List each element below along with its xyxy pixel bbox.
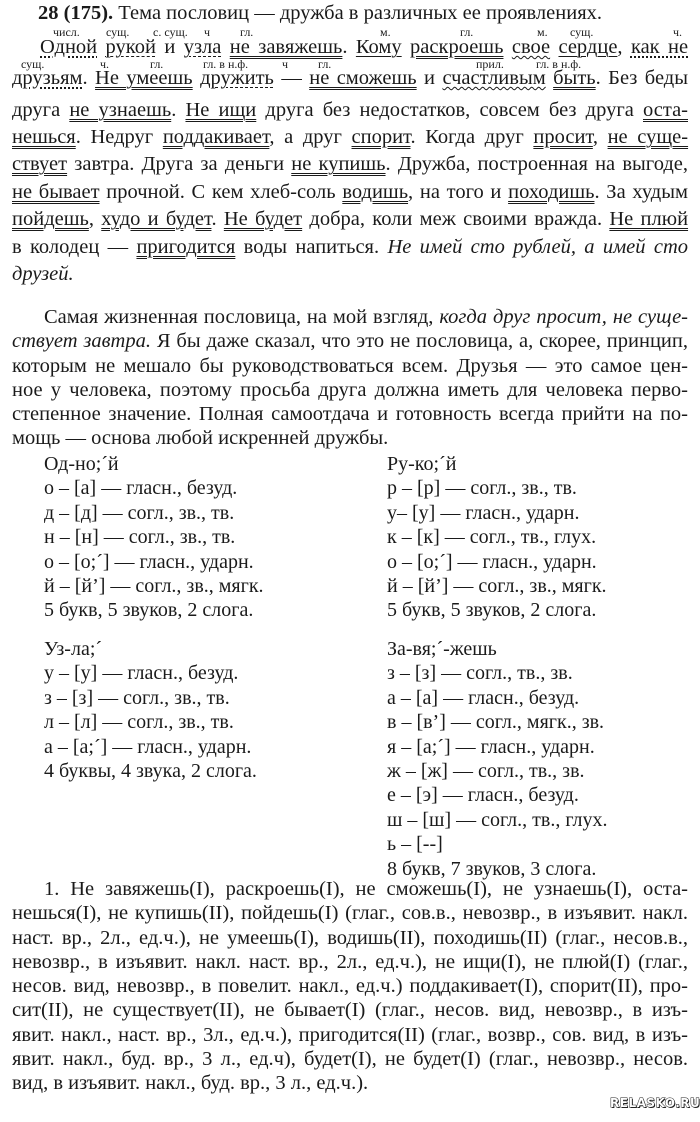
proverb-line-9 — [12, 262, 688, 286]
predicate: просит — [533, 126, 593, 148]
proverb-line-4 — [12, 125, 688, 149]
annotation: гл. в н.ф. — [536, 57, 582, 71]
text: завтра. Друга за деньги — [74, 153, 285, 175]
analysis-line: 1. Не завяжешь(I), раскроешь(I), не сможешь(I), не узнаешь(I), оста- — [44, 878, 688, 900]
predicate: не купишь — [291, 153, 386, 175]
word-svoe: свое — [511, 36, 551, 58]
exercise-number: 28 (175). — [38, 2, 114, 24]
phonetic-line: о – [о;´] — гласн., ударн. — [44, 550, 254, 573]
predicate: пойдешь — [12, 208, 89, 230]
text: воды напиться. — [243, 236, 380, 258]
text: друга без недостатков, совсем без друга — [265, 99, 634, 121]
annotation: ч. — [100, 57, 110, 71]
text: добра, коли меж своими вражда. — [309, 208, 603, 230]
predicate: походишь — [508, 181, 595, 203]
analysis-line: невозвр., в изъявит. накл. наст. вр., 2л., ед.ч.), не ищи(I), не плюй(I) (глаг., — [12, 950, 688, 973]
essay-line: которым не мешало бы руководствоваться всем. Друзья — это самое цен- — [12, 354, 688, 377]
essay-line: степенное значение. Полная самоотдача и готовность всегда прийти на по- — [12, 403, 688, 426]
text: . Когда друг — [410, 126, 524, 148]
word-schastlivym: счастливым — [442, 67, 546, 89]
annotation: гл. — [240, 25, 254, 39]
phonetic-line: а – [а;´] — гласн., ударн. — [44, 735, 252, 758]
proverb-line-7 — [12, 207, 688, 231]
italic-quote: когда друг просит, не суще- — [439, 306, 689, 328]
analysis-line: явит. накл., наст. вр., 3л., ед.ч.), пригодится(II) (глаг., возвр., сов. вид, в изъ- — [12, 1023, 688, 1046]
predicate: водишь — [342, 181, 409, 203]
predicate: не бывает — [12, 181, 100, 203]
annotation: прил. — [476, 57, 504, 71]
annotation: числ. — [53, 25, 80, 39]
phonetic-line: 5 букв, 5 звуков, 2 слога. — [387, 599, 597, 622]
punct: . — [211, 208, 217, 230]
predicate: ствует — [12, 153, 68, 175]
predicate: не сможешь — [309, 67, 417, 89]
italic-quote: ствует завтра. — [12, 330, 151, 353]
text: . За худым — [594, 181, 688, 203]
phonetic-line: з – [з] — согл., зв., тв. — [44, 686, 230, 709]
punct: . — [171, 99, 177, 121]
phonetic-line: о – [о;´] — гласн., ударн. — [387, 550, 597, 573]
annotation: ч — [282, 57, 289, 71]
predicate: нешься — [12, 126, 76, 148]
analysis-line: сит(II), не существует(II), не бывает(I) (глаг., несов. вид, невозвр., в изъ- — [12, 999, 688, 1022]
site-watermark: RELASKO.RU — [610, 1096, 700, 1110]
proverb-line-6 — [12, 180, 688, 204]
predicate: поддакивает — [162, 126, 270, 148]
predicate: Не будет — [223, 208, 303, 230]
word: и — [424, 67, 436, 89]
annotation: гл. — [318, 57, 332, 71]
phonetic-line: 4 буквы, 4 звука, 2 слога. — [44, 760, 257, 783]
punct: , — [592, 126, 598, 148]
dash: — — [281, 67, 302, 89]
proverb-line-1 — [12, 35, 688, 59]
proverb-line-5 — [12, 152, 688, 176]
word-byt: быть — [553, 67, 596, 89]
phonetic-line: ж – [ж] — согл., тв., зв. — [387, 760, 585, 783]
text: , на того и — [408, 181, 502, 203]
word-serdce: сердце — [558, 36, 618, 58]
phonetic-line: 5 букв, 5 звуков, 2 слога. — [44, 599, 254, 622]
text: в колодец — — [12, 236, 129, 258]
annotation: с. сущ. — [153, 25, 188, 39]
phonetic-line: к – [к] — согл., тв., глух. — [387, 526, 597, 549]
word-kak-ne: как не — [630, 36, 689, 58]
phonetic-line: д – [д] — согл., зв., тв. — [44, 501, 235, 524]
annotation: м. — [537, 25, 548, 39]
syllable-breakdown: За-вя;´-жешь — [387, 638, 497, 660]
word-komu: Кому — [355, 36, 402, 58]
word: и — [164, 36, 176, 58]
text: друга — [12, 99, 61, 121]
text: Я бы даже сказал, что это не пословица, а, скорее, принцип, — [156, 330, 688, 353]
morphological-analysis — [12, 877, 688, 1096]
syllable-breakdown: Ру-ко;´й — [387, 453, 457, 475]
annotation: сущ. — [21, 57, 45, 71]
exercise-title: Тема пословиц — дружба в различных ее проявлениях. — [118, 2, 602, 24]
text: . Без беды — [595, 67, 688, 89]
analysis-line: несов. вид, невозвр., в повелит. накл., ед.ч.) поддакивает(I), спорит(II), про- — [12, 975, 688, 998]
phonetic-line: й – [й’] — согл., зв., мягк. — [387, 575, 607, 598]
phonetic-line: у – [у] — гласн., безуд. — [44, 662, 239, 685]
phonetic-line: р – [р] — согл., зв., тв. — [387, 477, 577, 500]
word-odnoy: Одной — [40, 36, 98, 58]
text: прочной. С кем хлеб-соль — [106, 181, 336, 203]
predicate: оста- — [643, 99, 688, 121]
predicate: не узнаешь — [69, 99, 172, 121]
syllable-breakdown: Од-но;´й — [44, 453, 119, 475]
exercise-header — [38, 2, 602, 25]
essay-line: мощь — основа любой искренней дружбы. — [12, 427, 389, 450]
phonetic-line: л – [л] — согл., зв., тв. — [44, 711, 234, 734]
text: . Недруг — [75, 126, 154, 148]
annotation: ч — [204, 25, 211, 39]
phonetic-analysis-zavyazhesh — [387, 637, 608, 881]
italic-proverb: Не имей сто рублей, а имей сто — [387, 236, 689, 258]
phonetic-analysis-rukoy — [387, 452, 607, 623]
phonetic-line: ь – [--] — [387, 833, 443, 856]
word-rukoy: рукой — [105, 36, 156, 58]
analysis-line: вид, в изъявит. накл., буд. вр., 3 л., ед.ч.). — [12, 1072, 369, 1095]
predicate: пригодится — [136, 236, 236, 258]
annotation: гл. в н.ф. — [203, 57, 249, 71]
predicate: не суще- — [607, 126, 689, 148]
annotation: ч. — [673, 25, 683, 39]
annotation: сущ. — [106, 25, 130, 39]
text: , а друг — [269, 126, 342, 148]
text: Самая жизненная пословица, на мой взгляд, — [44, 306, 434, 328]
punct: , — [617, 36, 623, 58]
text: . Дружба, построенная на выгоде, — [385, 153, 689, 175]
word-druzhit: дружить — [200, 67, 274, 89]
proverb-line-8 — [12, 235, 688, 259]
proverb-line-3 — [12, 98, 688, 122]
phonetic-line: 8 букв, 7 звуков, 3 слога. — [387, 857, 597, 880]
analysis-line: нешься(I), не купишь(II), пойдешь(I) (глаг., сов.в., невозвр., в изъявит. накл. — [12, 902, 688, 925]
predicate: Не умеешь — [95, 67, 193, 89]
phonetic-analysis-uzla — [44, 637, 257, 783]
essay-line: ное у человека, поэтому просьба друга должна иметь для человека перво- — [12, 378, 688, 401]
phonetic-line: я – [а;´] — гласн., ударн. — [387, 735, 595, 758]
predicate: не завяжешь — [229, 36, 343, 58]
punct: . — [68, 263, 74, 285]
syllable-breakdown: Уз-ла;´ — [44, 638, 103, 660]
predicate: худо и будет — [101, 208, 212, 230]
word-druzyam: друзьям — [12, 67, 83, 89]
analysis-line: наст. вр., 2л., ед.ч.), не умеешь(I), водишь(II), походишь(II) (глаг., несов.в., — [12, 926, 688, 949]
annotation: гл. — [150, 57, 164, 71]
phonetic-line: о – [а] — гласн., безуд. — [44, 477, 238, 500]
annotation: м. — [380, 25, 391, 39]
annotation: гл. — [460, 25, 474, 39]
word-uzla: узла — [183, 36, 222, 58]
italic-proverb: друзей — [12, 263, 69, 285]
phonetic-line: в – [в’] — согл., мягк., зв. — [387, 711, 605, 734]
phonetic-line: з – [з] — согл., тв., зв. — [387, 662, 573, 685]
punct: , — [88, 208, 94, 230]
predicate: спорит — [351, 126, 411, 148]
predicate: раскроешь — [410, 36, 504, 58]
predicate: Не ищи — [185, 99, 257, 121]
essay-paragraph — [12, 305, 688, 451]
phonetic-line: ш – [ш] — согл., тв., глух. — [387, 808, 608, 831]
phonetic-line: й – [й’] — согл., зв., мягк. — [44, 575, 264, 598]
essay-line — [12, 329, 688, 353]
annotation: сущ. — [570, 25, 594, 39]
proverb-line-2 — [12, 66, 688, 90]
essay-line — [12, 305, 688, 329]
phonetic-line: у– [у] — гласн., ударн. — [387, 501, 580, 524]
phonetic-line: е – [э] — гласн., безуд. — [387, 784, 579, 807]
punct: . — [82, 67, 88, 89]
predicate: Не плюй — [609, 208, 689, 230]
phonetic-line: а – [а] — гласн., безуд. — [387, 686, 580, 709]
phonetic-analysis-odnoy — [44, 452, 264, 623]
punct: . — [342, 36, 348, 58]
analysis-line: явит. накл., буд. вр., 3 л., ед.ч), будет(I), не будет(I) (глаг., невозвр., несов. — [12, 1048, 688, 1071]
phonetic-line: н – [н] — согл., зв., тв. — [44, 526, 236, 549]
